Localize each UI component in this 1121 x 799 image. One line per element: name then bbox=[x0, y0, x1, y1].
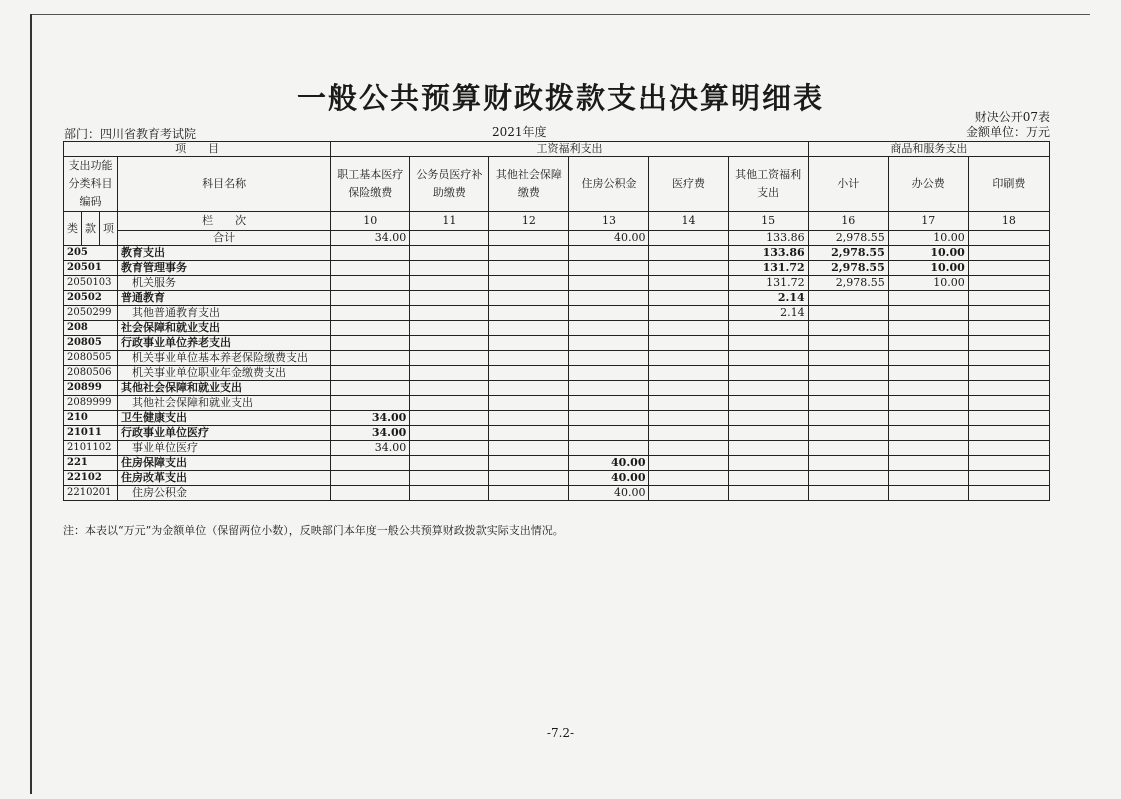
amount-cell: 40.00 bbox=[569, 486, 649, 501]
amount-cell bbox=[489, 351, 569, 366]
amount-cell bbox=[888, 291, 968, 306]
table-row bbox=[64, 426, 1050, 441]
table-row bbox=[64, 246, 1050, 261]
amount-cell bbox=[728, 336, 808, 351]
amount-cell bbox=[728, 411, 808, 426]
col-header: 小计 bbox=[808, 157, 888, 212]
amount-cell: 40.00 bbox=[569, 456, 649, 471]
scan-edge-left bbox=[30, 14, 32, 794]
amount-cell bbox=[649, 456, 728, 471]
amount-cell bbox=[808, 486, 888, 501]
col-header: 其他工资福利支出 bbox=[728, 157, 808, 212]
subject-name: 卫生健康支出 bbox=[118, 411, 331, 426]
amount-cell bbox=[569, 291, 649, 306]
amount-cell: 10.00 bbox=[888, 261, 968, 276]
amount-cell bbox=[649, 351, 728, 366]
amount-cell: 131.72 bbox=[728, 261, 808, 276]
table-body bbox=[64, 246, 1050, 501]
amount-cell bbox=[649, 411, 728, 426]
amount-cell bbox=[888, 486, 968, 501]
page-number: -7.2- bbox=[546, 726, 575, 740]
amount-cell bbox=[649, 366, 728, 381]
subject-name: 住房公积金 bbox=[118, 486, 331, 501]
amount-cell bbox=[888, 411, 968, 426]
subject-code: 210 bbox=[64, 411, 118, 426]
amount-cell bbox=[968, 396, 1049, 411]
amount-cell bbox=[968, 291, 1049, 306]
subject-name: 社会保障和就业支出 bbox=[118, 321, 331, 336]
amount-cell bbox=[331, 366, 410, 381]
amount-cell bbox=[968, 336, 1049, 351]
table-row bbox=[64, 381, 1050, 396]
amount-cell bbox=[808, 471, 888, 486]
amount-cell bbox=[968, 456, 1049, 471]
subject-name: 普通教育 bbox=[118, 291, 331, 306]
amount-cell bbox=[331, 246, 410, 261]
amount-cell bbox=[489, 441, 569, 456]
col-number: 17 bbox=[888, 212, 968, 231]
subject-name: 住房保障支出 bbox=[118, 456, 331, 471]
amount-cell bbox=[808, 411, 888, 426]
amount-cell bbox=[968, 486, 1049, 501]
amount-cell bbox=[808, 321, 888, 336]
amount-cell bbox=[410, 276, 489, 291]
table-row bbox=[64, 306, 1050, 321]
amount-cell bbox=[888, 336, 968, 351]
footnote: 注：本表以“万元”为金额单位（保留两位小数），反映部门本年度一般公共预算财政拨款实际支出情况。 bbox=[63, 524, 564, 537]
amount-cell bbox=[968, 426, 1049, 441]
amount-cell bbox=[888, 381, 968, 396]
amount-cell bbox=[569, 321, 649, 336]
amount-cell bbox=[649, 276, 728, 291]
table-row bbox=[64, 276, 1050, 291]
amount-cell bbox=[649, 306, 728, 321]
amount-cell bbox=[808, 306, 888, 321]
form-number: 财决公开07表 bbox=[974, 110, 1050, 124]
amount-cell bbox=[649, 321, 728, 336]
fiscal-year: 2021年度 bbox=[492, 125, 547, 139]
amount-cell bbox=[489, 291, 569, 306]
amount-cell bbox=[410, 291, 489, 306]
subject-code: 22102 bbox=[64, 471, 118, 486]
table-row bbox=[64, 486, 1050, 501]
subject-code: 21011 bbox=[64, 426, 118, 441]
table-row bbox=[64, 411, 1050, 426]
amount-cell bbox=[808, 396, 888, 411]
amount-cell bbox=[410, 261, 489, 276]
amount-cell bbox=[888, 366, 968, 381]
amount-cell bbox=[489, 456, 569, 471]
subject-code: 2089999 bbox=[64, 396, 118, 411]
amount-cell bbox=[728, 321, 808, 336]
table-row bbox=[64, 471, 1050, 486]
table-row bbox=[64, 351, 1050, 366]
amount-cell bbox=[808, 366, 888, 381]
total-row bbox=[64, 231, 1050, 246]
total-cell: 34.00 bbox=[331, 231, 410, 246]
subject-name-header: 科目名称 bbox=[118, 157, 331, 212]
amount-cell bbox=[569, 366, 649, 381]
amount-cell bbox=[968, 351, 1049, 366]
subject-code: 2080506 bbox=[64, 366, 118, 381]
col-header: 印刷费 bbox=[968, 157, 1049, 212]
subject-code: 20501 bbox=[64, 261, 118, 276]
total-cell bbox=[649, 231, 728, 246]
amount-cell bbox=[410, 246, 489, 261]
amount-cell bbox=[410, 381, 489, 396]
amount-cell bbox=[489, 486, 569, 501]
col-header: 住房公积金 bbox=[569, 157, 649, 212]
amount-cell bbox=[649, 261, 728, 276]
amount-cell bbox=[728, 486, 808, 501]
table-row bbox=[64, 396, 1050, 411]
amount-cell bbox=[649, 426, 728, 441]
amount-cell: 2,978.55 bbox=[808, 246, 888, 261]
amount-cell bbox=[968, 441, 1049, 456]
amount-cell bbox=[649, 381, 728, 396]
amount-cell: 2.14 bbox=[728, 291, 808, 306]
amount-cell bbox=[569, 441, 649, 456]
amount-cell bbox=[968, 411, 1049, 426]
amount-cell bbox=[569, 306, 649, 321]
amount-cell bbox=[728, 396, 808, 411]
amount-cell bbox=[968, 381, 1049, 396]
amount-cell bbox=[410, 441, 489, 456]
subject-name: 住房改革支出 bbox=[118, 471, 331, 486]
amount-cell bbox=[569, 396, 649, 411]
subject-name: 机关事业单位基本养老保险缴费支出 bbox=[118, 351, 331, 366]
table-row bbox=[64, 366, 1050, 381]
subject-code: 20502 bbox=[64, 291, 118, 306]
total-cell: 2,978.55 bbox=[808, 231, 888, 246]
amount-cell bbox=[968, 471, 1049, 486]
amount-cell bbox=[968, 366, 1049, 381]
amount-cell bbox=[489, 411, 569, 426]
amount-cell bbox=[569, 276, 649, 291]
amount-cell bbox=[569, 336, 649, 351]
lei-header: 类 bbox=[64, 212, 82, 246]
amount-cell bbox=[968, 246, 1049, 261]
amount-cell bbox=[331, 351, 410, 366]
amount-cell bbox=[410, 306, 489, 321]
amount-cell bbox=[649, 396, 728, 411]
subject-name: 其他普通教育支出 bbox=[118, 306, 331, 321]
col-number: 16 bbox=[808, 212, 888, 231]
function-code-header: 支出功能分类科目编码 bbox=[64, 157, 118, 212]
col-number: 15 bbox=[728, 212, 808, 231]
amount-cell bbox=[649, 471, 728, 486]
amount-cell bbox=[569, 261, 649, 276]
amount-cell bbox=[968, 321, 1049, 336]
amount-cell: 10.00 bbox=[888, 246, 968, 261]
amount-cell: 2,978.55 bbox=[808, 261, 888, 276]
amount-cell bbox=[569, 351, 649, 366]
amount-cell bbox=[331, 486, 410, 501]
project-header: 项 目 bbox=[64, 142, 331, 157]
col-number: 11 bbox=[410, 212, 489, 231]
col-number: 18 bbox=[968, 212, 1049, 231]
subject-code: 2050299 bbox=[64, 306, 118, 321]
amount-cell: 2.14 bbox=[728, 306, 808, 321]
amount-cell bbox=[489, 366, 569, 381]
amount-cell bbox=[808, 381, 888, 396]
amount-cell bbox=[489, 396, 569, 411]
amount-cell bbox=[331, 261, 410, 276]
amount-cell bbox=[888, 426, 968, 441]
amount-cell bbox=[728, 366, 808, 381]
amount-cell bbox=[410, 486, 489, 501]
amount-cell bbox=[888, 306, 968, 321]
subject-name: 机关事业单位职业年金缴费支出 bbox=[118, 366, 331, 381]
col-number: 10 bbox=[331, 212, 410, 231]
amount-cell bbox=[649, 246, 728, 261]
amount-cell: 34.00 bbox=[331, 441, 410, 456]
amount-cell bbox=[888, 456, 968, 471]
col-number: 12 bbox=[489, 212, 569, 231]
amount-cell bbox=[331, 336, 410, 351]
col-header: 办公费 bbox=[888, 157, 968, 212]
total-cell bbox=[489, 231, 569, 246]
amount-cell bbox=[331, 306, 410, 321]
amount-cell bbox=[888, 441, 968, 456]
subject-code: 208 bbox=[64, 321, 118, 336]
amount-cell bbox=[728, 426, 808, 441]
amount-cell: 34.00 bbox=[331, 426, 410, 441]
amount-cell bbox=[888, 396, 968, 411]
amount-cell bbox=[331, 471, 410, 486]
amount-cell bbox=[808, 441, 888, 456]
table-row bbox=[64, 291, 1050, 306]
amount-cell bbox=[728, 381, 808, 396]
amount-cell bbox=[888, 471, 968, 486]
amount-cell bbox=[569, 426, 649, 441]
total-cell: 40.00 bbox=[569, 231, 649, 246]
amount-cell bbox=[489, 426, 569, 441]
amount-cell bbox=[410, 471, 489, 486]
amount-cell bbox=[489, 276, 569, 291]
subject-code: 205 bbox=[64, 246, 118, 261]
subject-name: 教育管理事务 bbox=[118, 261, 331, 276]
subject-code: 2080505 bbox=[64, 351, 118, 366]
col-header: 医疗费 bbox=[649, 157, 728, 212]
scan-edge-top bbox=[30, 14, 1090, 15]
amount-cell bbox=[728, 471, 808, 486]
table-row bbox=[64, 456, 1050, 471]
col-header: 职工基本医疗保险缴费 bbox=[331, 157, 410, 212]
amount-cell bbox=[331, 291, 410, 306]
amount-cell bbox=[569, 411, 649, 426]
subject-name: 机关服务 bbox=[118, 276, 331, 291]
amount-cell bbox=[649, 291, 728, 306]
amount-cell bbox=[410, 456, 489, 471]
amount-cell bbox=[728, 456, 808, 471]
amount-cell bbox=[808, 351, 888, 366]
subject-name: 其他社会保障和就业支出 bbox=[118, 381, 331, 396]
amount-cell bbox=[489, 381, 569, 396]
table-row bbox=[64, 321, 1050, 336]
subject-code: 2050103 bbox=[64, 276, 118, 291]
amount-cell bbox=[968, 276, 1049, 291]
total-cell: 133.86 bbox=[728, 231, 808, 246]
amount-cell: 34.00 bbox=[331, 411, 410, 426]
subject-name: 行政事业单位医疗 bbox=[118, 426, 331, 441]
amount-cell bbox=[489, 306, 569, 321]
amount-cell bbox=[331, 321, 410, 336]
subject-code: 20899 bbox=[64, 381, 118, 396]
department-label: 部门：四川省教育考试院 bbox=[64, 127, 197, 141]
amount-cell bbox=[808, 291, 888, 306]
amount-cell bbox=[489, 471, 569, 486]
amount-cell: 10.00 bbox=[888, 276, 968, 291]
amount-cell bbox=[489, 261, 569, 276]
subject-code: 221 bbox=[64, 456, 118, 471]
col-header: 其他社会保障缴费 bbox=[489, 157, 569, 212]
amount-unit: 金额单位：万元 bbox=[965, 125, 1050, 139]
amount-cell bbox=[489, 336, 569, 351]
amount-cell bbox=[968, 261, 1049, 276]
amount-cell bbox=[331, 276, 410, 291]
amount-cell bbox=[808, 426, 888, 441]
wage-group-header: 工资福利支出 bbox=[331, 142, 808, 157]
amount-cell bbox=[808, 336, 888, 351]
amount-cell bbox=[410, 336, 489, 351]
goods-group-header: 商品和服务支出 bbox=[808, 142, 1049, 157]
total-label: 合计 bbox=[118, 231, 331, 246]
amount-cell bbox=[331, 456, 410, 471]
subject-code: 20805 bbox=[64, 336, 118, 351]
amount-cell: 2,978.55 bbox=[808, 276, 888, 291]
amount-cell bbox=[569, 246, 649, 261]
amount-cell bbox=[410, 321, 489, 336]
amount-cell: 40.00 bbox=[569, 471, 649, 486]
subject-code: 2101102 bbox=[64, 441, 118, 456]
table-row bbox=[64, 441, 1050, 456]
document-title: 一般公共预算财政拨款支出决算明细表 bbox=[296, 81, 824, 115]
amount-cell bbox=[410, 411, 489, 426]
amount-cell bbox=[888, 351, 968, 366]
lanci-header: 栏 次 bbox=[118, 212, 331, 231]
amount-cell bbox=[410, 366, 489, 381]
amount-cell bbox=[649, 336, 728, 351]
amount-cell bbox=[489, 321, 569, 336]
col-number: 13 bbox=[569, 212, 649, 231]
amount-cell bbox=[888, 321, 968, 336]
subject-name: 行政事业单位养老支出 bbox=[118, 336, 331, 351]
total-cell bbox=[410, 231, 489, 246]
amount-cell bbox=[331, 381, 410, 396]
amount-cell bbox=[808, 456, 888, 471]
table-row bbox=[64, 336, 1050, 351]
amount-cell: 133.86 bbox=[728, 246, 808, 261]
amount-cell bbox=[728, 441, 808, 456]
subject-code: 2210201 bbox=[64, 486, 118, 501]
kuan-header: 款 bbox=[82, 212, 100, 246]
col-header: 公务员医疗补助缴费 bbox=[410, 157, 489, 212]
amount-cell bbox=[410, 426, 489, 441]
amount-cell bbox=[331, 396, 410, 411]
subject-name: 其他社会保障和就业支出 bbox=[118, 396, 331, 411]
amount-cell bbox=[968, 306, 1049, 321]
amount-cell bbox=[649, 441, 728, 456]
col-number: 14 bbox=[649, 212, 728, 231]
subject-name: 事业单位医疗 bbox=[118, 441, 331, 456]
expenditure-detail-table bbox=[63, 141, 1050, 501]
table-row bbox=[64, 261, 1050, 276]
total-cell bbox=[968, 231, 1049, 246]
total-cell: 10.00 bbox=[888, 231, 968, 246]
xiang-header: 项 bbox=[100, 212, 118, 246]
amount-cell bbox=[489, 246, 569, 261]
subject-name: 教育支出 bbox=[118, 246, 331, 261]
amount-cell: 131.72 bbox=[728, 276, 808, 291]
amount-cell bbox=[410, 396, 489, 411]
amount-cell bbox=[410, 351, 489, 366]
amount-cell bbox=[649, 486, 728, 501]
amount-cell bbox=[728, 351, 808, 366]
amount-cell bbox=[569, 381, 649, 396]
